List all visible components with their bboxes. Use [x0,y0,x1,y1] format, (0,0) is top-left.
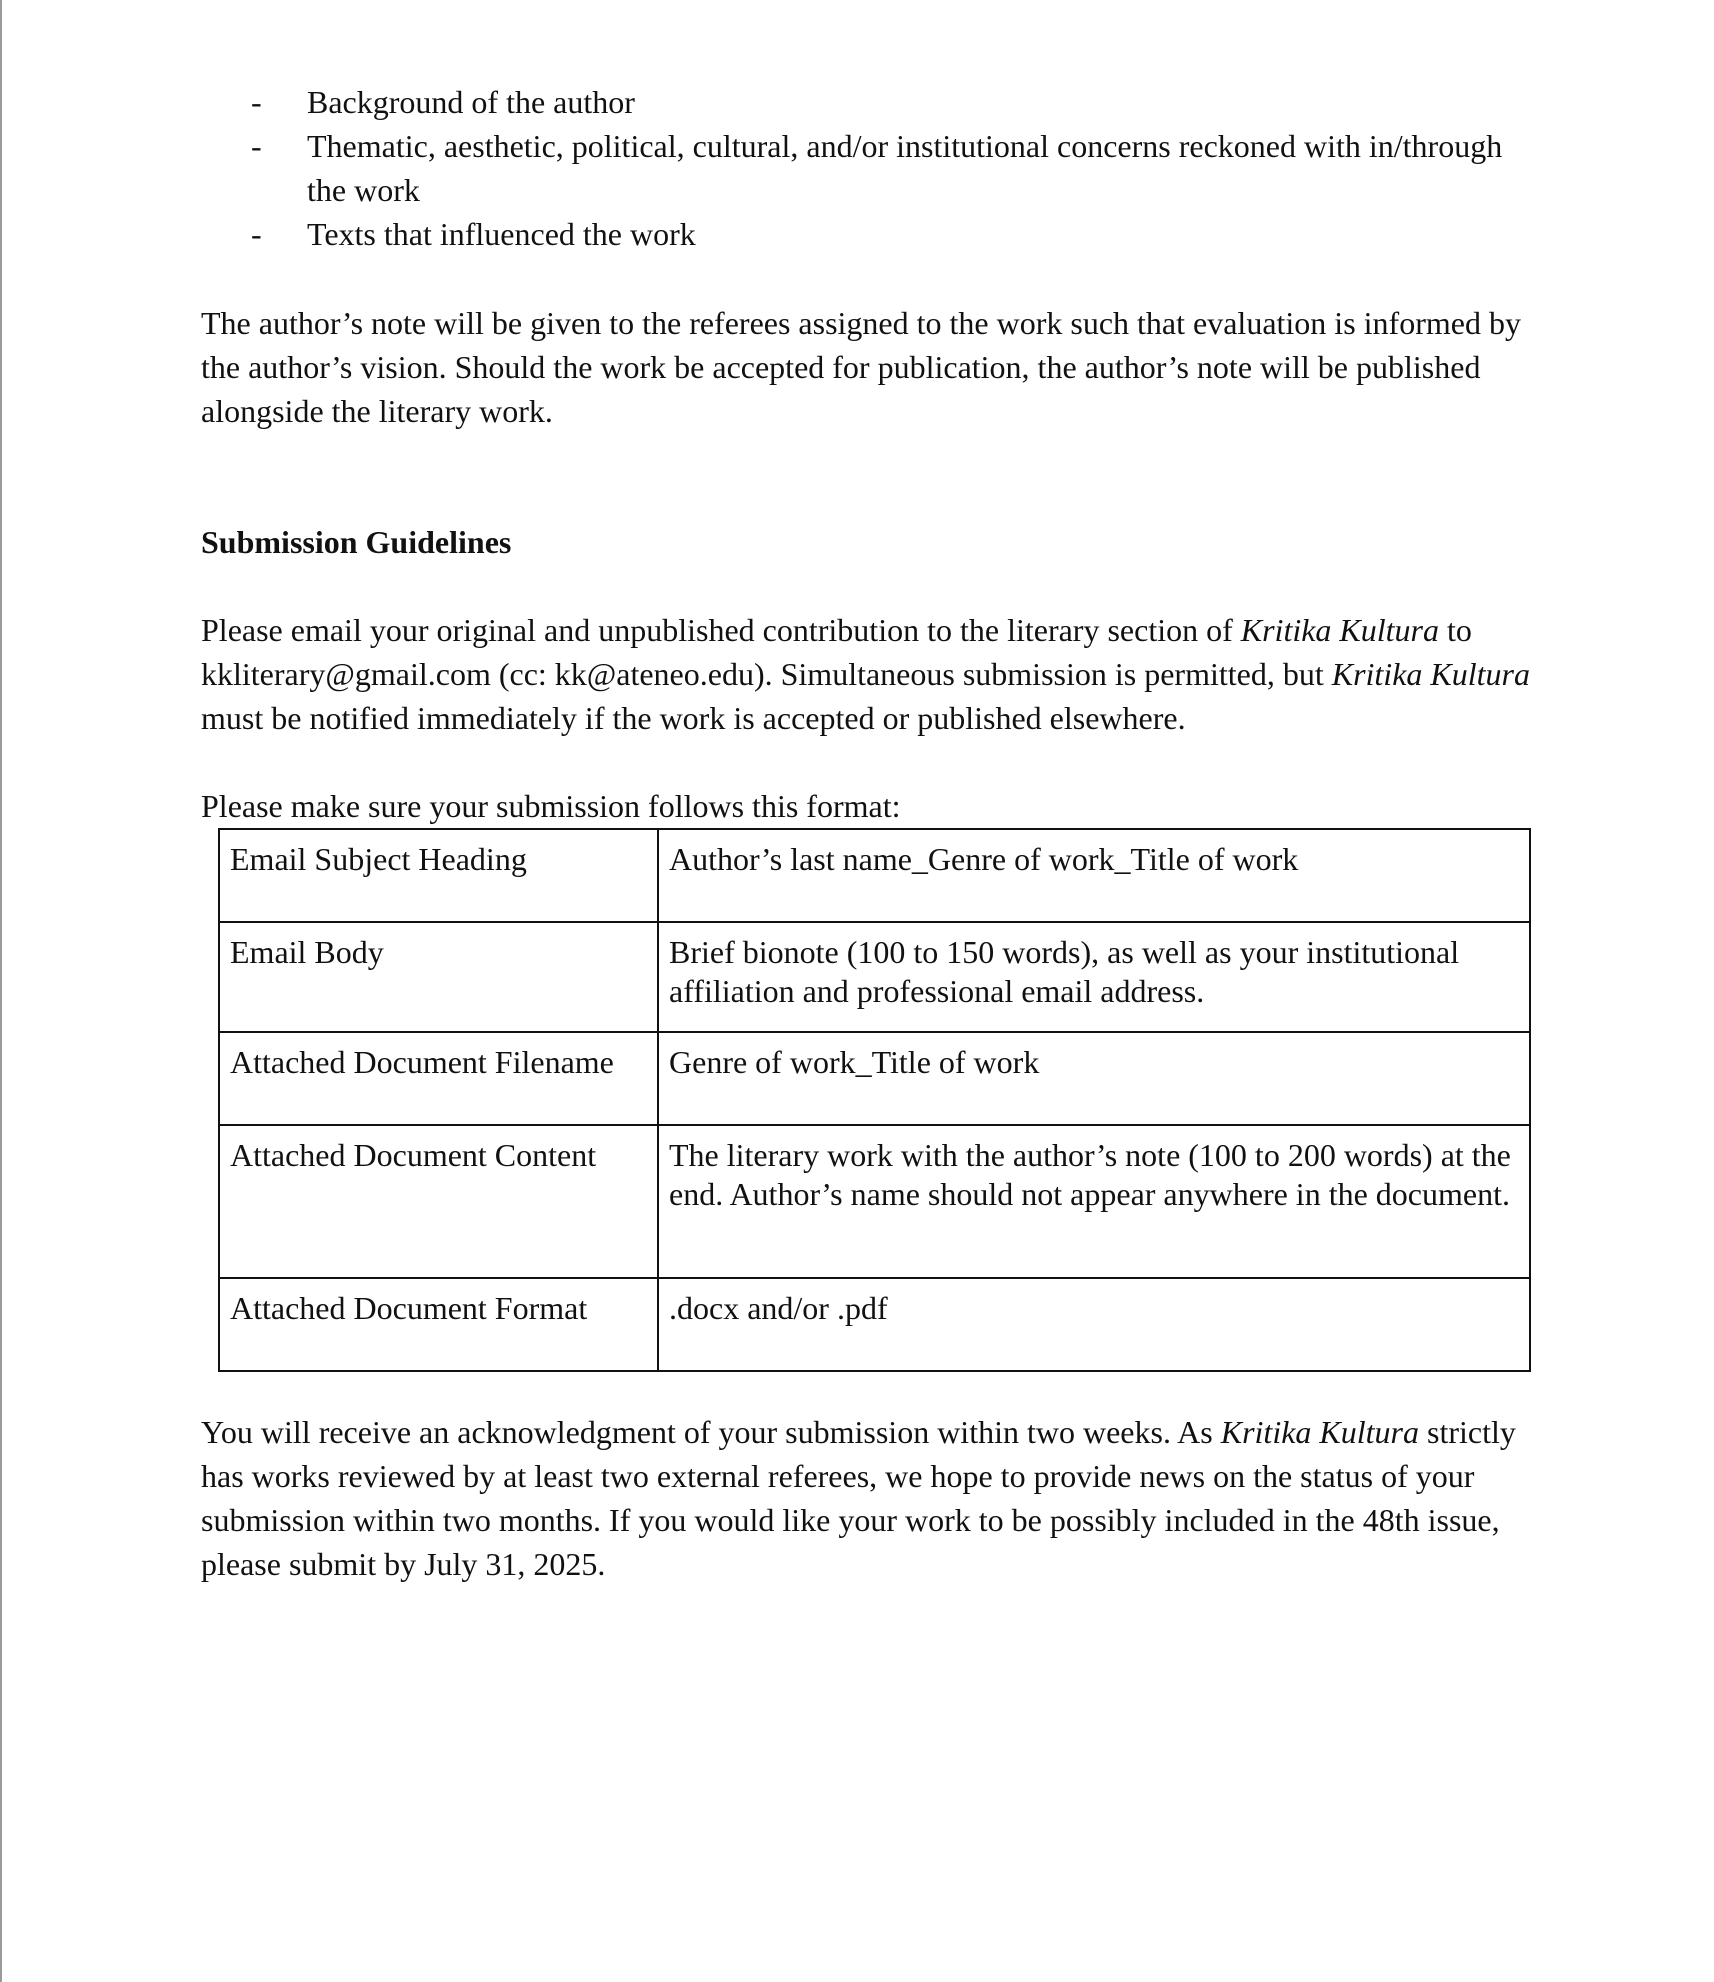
format-intro: Please make sure your submission follows this format: [201,788,901,824]
table-cell-value: Author’s last name_Genre of work_Title of work [658,829,1530,922]
table-cell-label: Attached Document Content [219,1125,658,1278]
table-cell-value: Genre of work_Title of work [658,1032,1530,1125]
email-instructions-paragraph [201,608,1541,740]
document-body [201,80,1541,1586]
submission-format-table [218,828,1531,1372]
journal-name: Kritika Kultura [1331,656,1530,692]
paragraph-text: You will receive an acknowledgment of your submission within two weeks. As [201,1414,1221,1450]
list-item [201,124,1541,212]
list-item-text: Texts that influenced the work [307,216,696,252]
author-note-paragraph: The author’s note will be given to the referees assigned to the work such that evaluation is informed by the author’s vision. Should the work be accepted for publication, the author’s note will be published alongside the literary work. [201,305,1521,429]
table-row [219,1125,1530,1278]
table-cell-value: The literary work with the author’s note (100 to 200 words) at the end. Author’s name should not appear anywhere in the document. [658,1125,1530,1278]
paragraph-text: must be notified immediately if the work is accepted or published elsewhere. [201,700,1186,736]
dash-marker: - [251,128,262,164]
list-item [201,80,1541,124]
list-item-text: Background of the author [307,84,635,120]
acknowledgment-paragraph [201,1410,1541,1586]
table-cell-value: .docx and/or .pdf [658,1278,1530,1371]
table-row [219,829,1530,922]
paragraph-text: strictly has works reviewed by at least two external referees, we hope to provide news on the status of your submission within two months. If you would like your work to be possibly included in the 48th issue, please submit by July 31, 2025. [201,1414,1516,1582]
table-row [219,922,1530,1032]
table-cell-label: Email Subject Heading [219,829,658,922]
dash-marker: - [251,216,262,252]
table-cell-label: Attached Document Filename [219,1032,658,1125]
table-cell-label: Email Body [219,922,658,1032]
section-heading: Submission Guidelines [201,524,512,560]
list-item [201,212,1541,256]
page-edge [0,0,2,1982]
paragraph-text: to kkliterary@gmail.com (cc: kk@ateneo.edu). Simultaneous submission is permitted, but [201,612,1472,692]
list-item-text: Thematic, aesthetic, political, cultural, and/or institutional concerns reckoned with in/through the work [307,128,1503,208]
journal-name: Kritika Kultura [1240,612,1439,648]
paragraph-text: Please email your original and unpublished contribution to the literary section of [201,612,1241,648]
dash-marker: - [251,84,262,120]
table-cell-value: Brief bionote (100 to 150 words), as well as your institutional affiliation and professional email address. [658,922,1530,1032]
table-row [219,1032,1530,1125]
table-cell-label: Attached Document Format [219,1278,658,1371]
author-note-content-list [201,80,1541,256]
journal-name: Kritika Kultura [1220,1414,1419,1450]
table-row [219,1278,1530,1371]
